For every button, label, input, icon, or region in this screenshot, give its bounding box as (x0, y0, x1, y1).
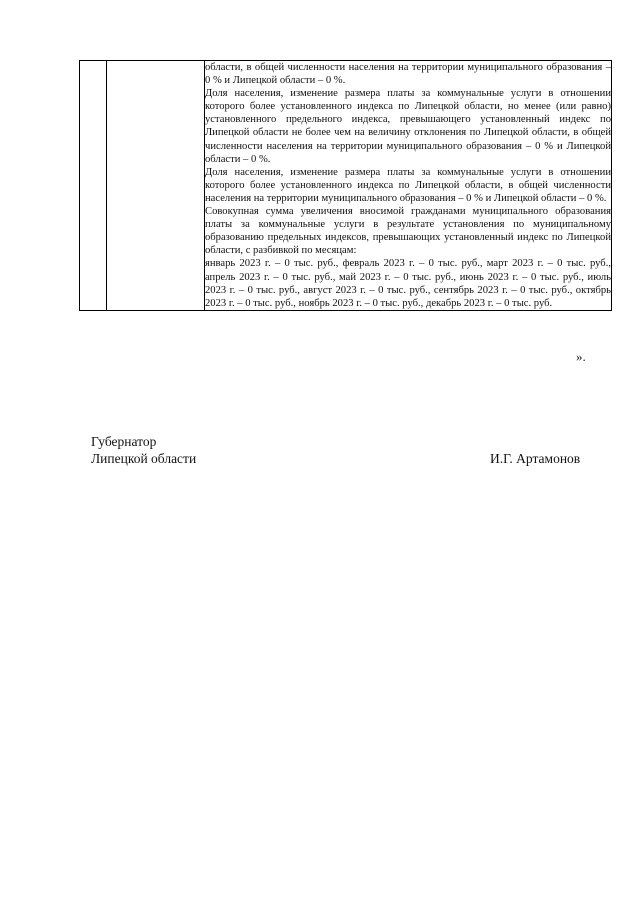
table-cell-content (205, 61, 612, 311)
signature-title-line2: Липецкой области (91, 451, 197, 466)
table-cell-number (80, 61, 107, 311)
paragraph-monthly-breakdown: январь 2023 г. – 0 тыс. руб., февраль 2023 г. – 0 тыс. руб., март 2023 г. – 0 тыс. руб., апрель 2023 г. – 0 тыс. руб., май 2023 г. – 0 тыс. руб., июнь 2023 г. – 0 тыс. руб., июль 2023 г. – 0 тыс. руб., август 2023 г. – 0 тыс. руб., сентябрь 2023 г. – 0 тыс. руб., октябрь 2023 г. – 0 тыс. руб., ноябрь 2023 г. – 0 тыс. руб., декабрь 2023 г. – 0 тыс. руб. (205, 258, 611, 309)
indicator-table (79, 60, 612, 311)
paragraph-total-increase: Совокупная сумма увеличения вносимой гражданами муниципального образования платы за коммунальные услуги в результате установления по муниципальному образованию предельных индексов, превышающих установленный индекс по Липецкой области, с разбивкой по месяцам: (205, 206, 611, 257)
table-cell-name (107, 61, 205, 311)
signature-title (91, 433, 196, 467)
paragraph-share-continuation: области, в общей численности населения на территории муниципального образования – 0 % и Липецкой области – 0 %. (205, 62, 611, 87)
paragraph-share-within-deviation: Доля населения, изменение размера платы за коммунальные услуги в отношении которого более установленного индекса по Липецкой области, но менее (или равно) установленного предельного индекса, превышающего установленный индекс по Липецкой области не более чем на величину отклонения по Липецкой области, в общей численности населения на территории муниципального образования – 0 % и Липецкой области – 0 %. (205, 88, 611, 165)
paragraph-share-above-index: Доля населения, изменение размера платы за коммунальные услуги в отношении которого более установленного индекса по Липецкой области, в общей численности населения на территории муниципального образования – 0 % и Липецкой области – 0 %. (205, 166, 611, 204)
table-row (80, 61, 612, 311)
signature-title-line1: Губернатор (91, 434, 157, 449)
signature-name: И.Г. Артамонов (490, 451, 581, 466)
closing-quote-mark: ». (576, 349, 586, 364)
